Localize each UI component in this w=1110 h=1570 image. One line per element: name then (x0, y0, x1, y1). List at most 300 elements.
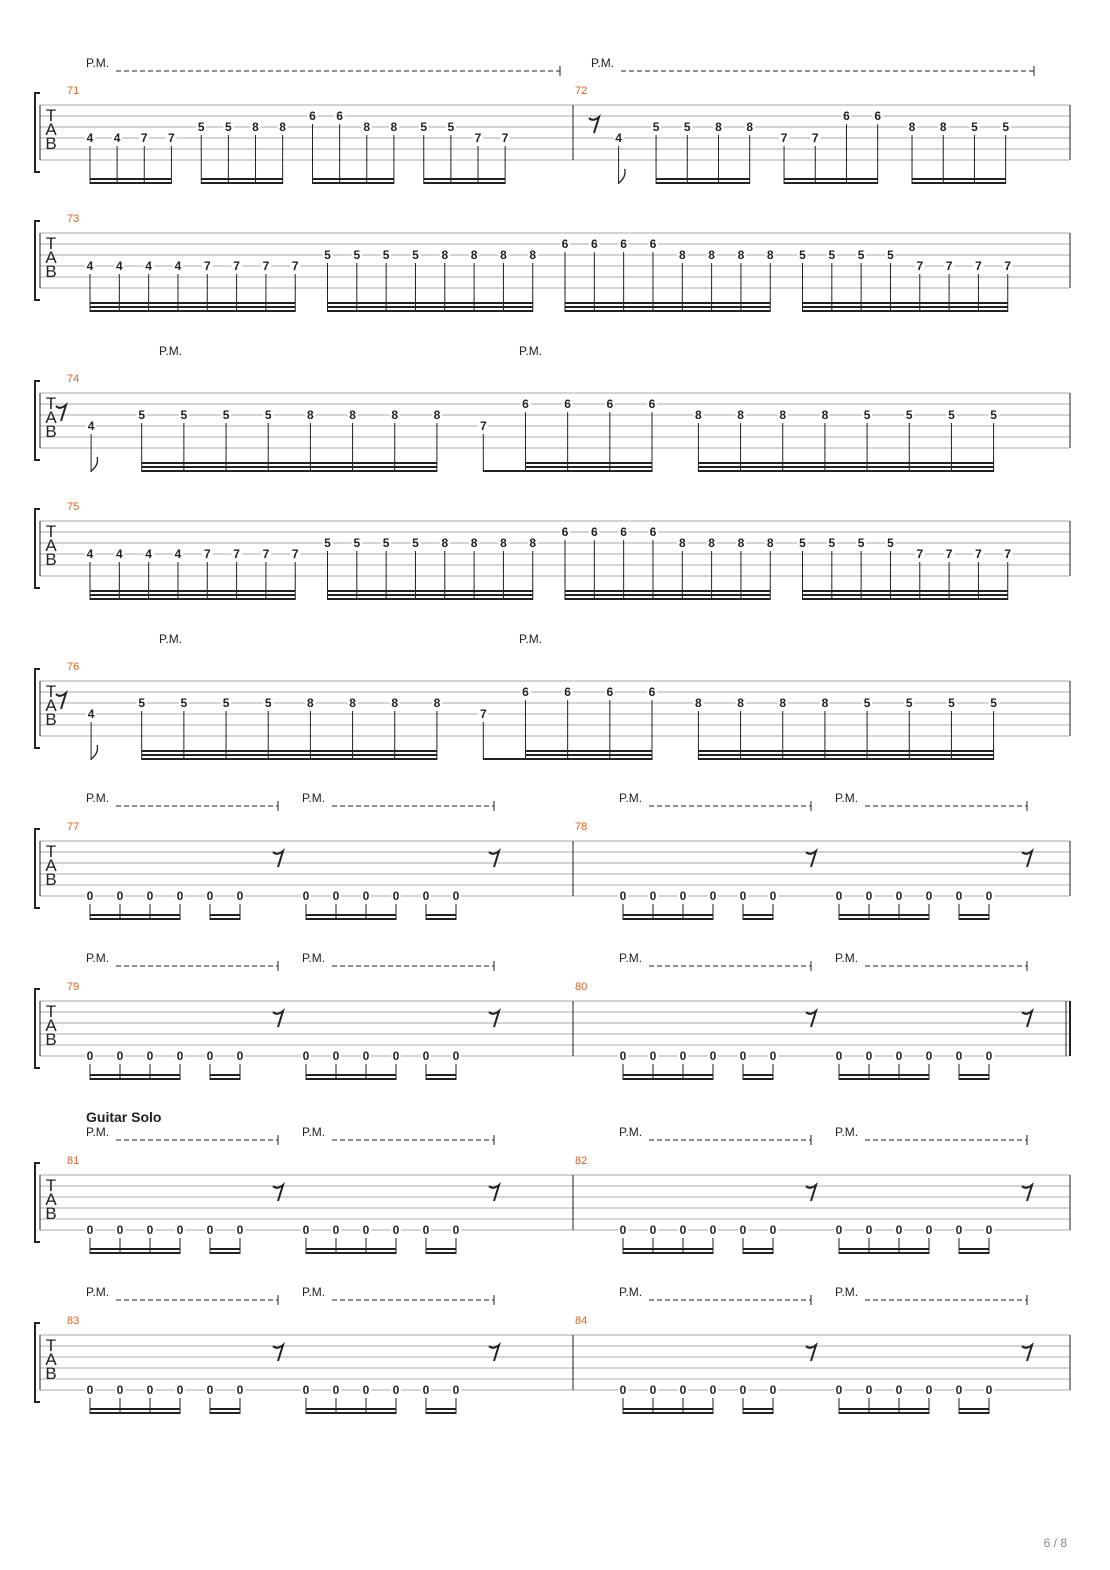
fret-number: 8 (470, 248, 478, 262)
eighth-rest (273, 851, 283, 867)
eighth-rest (273, 1345, 283, 1361)
beam (210, 1252, 240, 1254)
beam (90, 302, 295, 304)
fret-number: 8 (779, 696, 787, 710)
fret-number: 8 (500, 536, 507, 550)
fret-number: 7 (479, 419, 487, 433)
fret-number: 5 (799, 248, 806, 262)
fret-number: 8 (708, 248, 715, 262)
fret-number: 7 (975, 547, 982, 561)
fret-number: 0 (679, 1049, 687, 1063)
fret-number: 0 (176, 889, 184, 903)
eighth-rest (589, 117, 599, 133)
beam (306, 1412, 396, 1414)
fret-number: 4 (86, 547, 94, 561)
beam (90, 914, 180, 916)
beam (328, 310, 533, 312)
beam (525, 750, 652, 752)
fret-number: 7 (501, 131, 509, 145)
fret-number: 0 (392, 1223, 400, 1237)
tab-clef-letter: T (45, 842, 57, 861)
beam (525, 758, 652, 760)
beam (959, 1074, 989, 1076)
beam (90, 590, 295, 592)
eighth-rest (1022, 1185, 1032, 1201)
fret-number: 5 (324, 536, 331, 550)
beam (142, 470, 437, 472)
beam (839, 1408, 929, 1410)
eighth-rest (56, 693, 66, 709)
fret-number: 8 (737, 536, 745, 550)
fret-number: 5 (1002, 120, 1010, 134)
fret-number: 5 (222, 696, 230, 710)
beam (839, 1074, 929, 1076)
beam (90, 182, 171, 184)
beam (328, 594, 533, 596)
palm-mute-label: P.M. (519, 344, 543, 358)
beam (90, 1412, 180, 1414)
fret-number: 0 (925, 1223, 933, 1237)
fret-number: 5 (905, 408, 913, 422)
system-bracket (35, 829, 40, 908)
beam (803, 302, 1008, 304)
fret-number: 5 (447, 120, 455, 134)
beam (698, 750, 993, 752)
fret-number: 7 (291, 547, 299, 561)
tab-clef-letter: T (45, 1336, 57, 1355)
palm-mute-label: P.M. (519, 632, 543, 646)
fret-number: 7 (291, 259, 299, 273)
beam (959, 1408, 989, 1410)
fret-number: 0 (236, 889, 244, 903)
fret-number: 0 (865, 1049, 873, 1063)
beam (623, 1248, 713, 1250)
beam (306, 1074, 396, 1076)
fret-number: 0 (739, 1223, 747, 1237)
fret-number: 0 (392, 889, 400, 903)
fret-number: 0 (392, 1383, 400, 1397)
palm-mute-label: P.M. (159, 632, 183, 646)
fret-number: 0 (362, 1223, 370, 1237)
fret-number: 0 (865, 1223, 873, 1237)
fret-number: 6 (649, 525, 657, 539)
fret-number: 0 (116, 1049, 124, 1063)
measure-number: 84 (575, 1315, 588, 1327)
beam (525, 466, 652, 468)
beam (142, 466, 437, 468)
beam (784, 182, 878, 184)
fret-number: 6 (843, 109, 850, 123)
measure-number: 73 (67, 213, 80, 225)
fret-number: 0 (739, 1383, 747, 1397)
beam (90, 1408, 180, 1410)
fret-number: 6 (522, 397, 529, 411)
fret-number: 5 (887, 248, 894, 262)
fret-number: 7 (780, 131, 788, 145)
palm-mute-label: P.M. (302, 1285, 326, 1299)
fret-number: 8 (908, 120, 916, 134)
beam (328, 302, 533, 304)
tab-clef-letter: B (45, 262, 57, 281)
tab-clef-letter: B (45, 1204, 57, 1223)
fret-number: 7 (811, 131, 819, 145)
palm-mute-label: P.M. (619, 951, 643, 965)
fret-number: 8 (766, 248, 774, 262)
fret-number: 0 (236, 1383, 244, 1397)
palm-mute-label: P.M. (835, 951, 859, 965)
fret-number: 5 (138, 408, 146, 422)
fret-number: 0 (146, 1049, 154, 1063)
fret-number: 8 (939, 120, 947, 134)
fret-number: 7 (479, 707, 487, 721)
fret-number: 0 (835, 1383, 843, 1397)
beam (426, 914, 456, 916)
beam (698, 462, 993, 464)
beam (959, 1252, 989, 1254)
fret-number: 0 (116, 1383, 124, 1397)
section-label: Guitar Solo (86, 1109, 162, 1125)
beam (743, 1252, 773, 1254)
fret-number: 6 (649, 237, 657, 251)
tab-clef-letter: A (45, 1350, 57, 1369)
eighth-rest (489, 1011, 499, 1027)
beam (426, 1248, 456, 1250)
palm-mute-label: P.M. (619, 791, 643, 805)
fret-number: 8 (470, 536, 478, 550)
beam (426, 1408, 456, 1410)
beam (142, 758, 437, 760)
beam (210, 1412, 240, 1414)
fret-number: 0 (925, 1049, 933, 1063)
palm-mute-label: P.M. (86, 791, 110, 805)
tab-clef-letter: B (45, 134, 57, 153)
fret-number: 0 (895, 1383, 903, 1397)
fret-number: 0 (302, 889, 310, 903)
beam (201, 182, 282, 184)
beam (623, 1412, 713, 1414)
fret-number: 0 (422, 889, 430, 903)
fret-number: 8 (766, 536, 774, 550)
fret-number: 8 (433, 408, 441, 422)
fret-number: 0 (769, 1383, 777, 1397)
tab-clef-letter: A (45, 856, 57, 875)
fret-number: 7 (1004, 547, 1012, 561)
measure-number: 71 (67, 85, 80, 97)
palm-mute-label: P.M. (835, 1125, 859, 1139)
palm-mute-label: P.M. (619, 1125, 643, 1139)
eighth-rest (806, 851, 816, 867)
fret-number: 4 (174, 547, 182, 561)
fret-number: 6 (336, 109, 343, 123)
tab-clef-letter: B (45, 422, 57, 441)
fret-number: 4 (145, 547, 152, 561)
fret-number: 0 (422, 1049, 430, 1063)
palm-mute-label: P.M. (591, 56, 615, 70)
beam (623, 1074, 713, 1076)
fret-number: 0 (116, 1223, 124, 1237)
beam (424, 182, 505, 184)
beam (525, 470, 652, 472)
beam (565, 594, 770, 596)
fret-number: 0 (835, 1223, 843, 1237)
fret-number: 0 (362, 1383, 370, 1397)
palm-mute-label: P.M. (835, 1285, 859, 1299)
measure-number: 80 (575, 981, 588, 993)
fret-number: 8 (821, 408, 829, 422)
beam (565, 598, 770, 600)
system-bracket (35, 93, 40, 172)
beam (698, 754, 993, 756)
palm-mute-label: P.M. (86, 951, 110, 965)
fret-number: 6 (561, 525, 569, 539)
fret-number: 8 (746, 120, 754, 134)
fret-number: 0 (236, 1049, 244, 1063)
eighth-rest (806, 1011, 816, 1027)
fret-number: 0 (86, 889, 94, 903)
measure-number: 79 (67, 981, 80, 993)
fret-number: 0 (985, 1223, 993, 1237)
beam (328, 598, 533, 600)
fret-number: 0 (649, 1223, 657, 1237)
fret-number: 0 (176, 1223, 184, 1237)
fret-number: 0 (452, 1383, 460, 1397)
fret-number: 0 (985, 1383, 993, 1397)
fret-number: 7 (262, 547, 270, 561)
fret-number: 0 (206, 1383, 214, 1397)
fret-number: 7 (945, 547, 953, 561)
fret-number: 8 (349, 696, 356, 710)
fret-number: 0 (392, 1049, 400, 1063)
fret-number: 0 (332, 1223, 340, 1237)
beam (912, 178, 1006, 180)
tab-clef-letter: T (45, 682, 57, 701)
fret-number: 8 (529, 248, 537, 262)
fret-number: 0 (955, 1223, 963, 1237)
fret-number: 5 (225, 120, 232, 134)
palm-mute-label: P.M. (86, 1125, 110, 1139)
fret-number: 5 (948, 408, 955, 422)
fret-number: 8 (779, 408, 787, 422)
beam (90, 918, 180, 920)
fret-number: 0 (709, 889, 717, 903)
beam (656, 182, 750, 184)
beam (142, 750, 437, 752)
fret-number: 5 (264, 696, 272, 710)
beam (426, 1074, 456, 1076)
fret-number: 0 (86, 1383, 94, 1397)
beam (210, 1248, 240, 1250)
fret-number: 0 (422, 1383, 430, 1397)
eighth-rest (273, 1011, 283, 1027)
fret-number: 8 (678, 536, 686, 550)
beam (839, 1248, 929, 1250)
fret-number: 4 (115, 547, 123, 561)
fret-number: 6 (522, 685, 529, 699)
fret-number: 0 (709, 1049, 717, 1063)
system-bracket (35, 381, 40, 460)
fret-number: 0 (302, 1049, 310, 1063)
fret-number: 0 (86, 1049, 94, 1063)
tab-clef-letter: T (45, 1002, 57, 1021)
tab-clef-letter: B (45, 550, 57, 569)
beam (743, 1248, 773, 1250)
fret-number: 0 (362, 889, 370, 903)
tab-clef-letter: T (45, 522, 57, 541)
palm-mute-label: P.M. (86, 1285, 110, 1299)
beam (784, 178, 878, 180)
tab-clef-letter: A (45, 536, 57, 555)
beam (959, 914, 989, 916)
beam (306, 914, 396, 916)
fret-number: 6 (874, 109, 882, 123)
fret-number: 5 (857, 536, 865, 550)
beam (959, 1078, 989, 1080)
fret-number: 0 (422, 1223, 430, 1237)
tab-clef-letter: B (45, 710, 57, 729)
page-number: 6 / 8 (1043, 1536, 1067, 1550)
fret-number: 6 (590, 525, 598, 539)
fret-number: 7 (916, 259, 924, 273)
beam (426, 1412, 456, 1414)
fret-number: 5 (324, 248, 331, 262)
fret-number: 4 (86, 131, 94, 145)
note-flag (91, 457, 97, 472)
fret-number: 4 (615, 131, 622, 145)
eighth-rest (1022, 1011, 1032, 1027)
fret-number: 0 (835, 889, 843, 903)
fret-number: 7 (203, 259, 211, 273)
tab-clef-letter: B (45, 870, 57, 889)
beam (803, 594, 1008, 596)
fret-number: 8 (349, 408, 356, 422)
fret-number: 4 (174, 259, 182, 273)
beam (565, 310, 770, 312)
fret-number: 0 (985, 1049, 993, 1063)
fret-number: 0 (895, 1223, 903, 1237)
fret-number: 8 (252, 120, 259, 134)
fret-number: 0 (302, 1223, 310, 1237)
fret-number: 0 (619, 1383, 627, 1397)
beam (959, 1412, 989, 1414)
fret-number: 4 (86, 259, 94, 273)
beam (623, 918, 713, 920)
fret-number: 8 (821, 696, 829, 710)
palm-mute-label: P.M. (302, 951, 326, 965)
beam (210, 1408, 240, 1410)
system-bracket (35, 1163, 40, 1242)
eighth-rest (1022, 851, 1032, 867)
measure-number: 78 (575, 821, 588, 833)
eighth-rest (806, 1185, 816, 1201)
beam (623, 1078, 713, 1080)
fret-number: 5 (197, 120, 205, 134)
beam (306, 918, 396, 920)
fret-number: 5 (180, 408, 188, 422)
beam (623, 1408, 713, 1410)
fret-number: 8 (391, 696, 399, 710)
fret-number: 8 (307, 408, 314, 422)
fret-number: 0 (206, 1223, 214, 1237)
note-flag (619, 169, 625, 184)
fret-number: 0 (985, 889, 993, 903)
fret-number: 6 (564, 397, 571, 411)
fret-number: 0 (865, 889, 873, 903)
fret-number: 5 (828, 248, 836, 262)
fret-number: 7 (945, 259, 953, 273)
fret-number: 0 (679, 889, 687, 903)
fret-number: 7 (140, 131, 148, 145)
system-bracket (35, 669, 40, 748)
tab-clef-letter: B (45, 1364, 57, 1383)
tab-clef-letter: T (45, 106, 57, 125)
fret-number: 0 (452, 1223, 460, 1237)
palm-mute-label: P.M. (302, 1125, 326, 1139)
fret-number: 0 (176, 1049, 184, 1063)
fret-number: 5 (353, 248, 361, 262)
tab-clef-letter: A (45, 408, 57, 427)
beam (656, 178, 750, 180)
eighth-rest (273, 1185, 283, 1201)
fret-number: 0 (835, 1049, 843, 1063)
measure-number: 76 (67, 661, 80, 673)
fret-number: 6 (648, 685, 656, 699)
fret-number: 5 (990, 408, 997, 422)
fret-number: 8 (500, 248, 507, 262)
fret-number: 0 (955, 1383, 963, 1397)
beam (912, 182, 1006, 184)
beam (623, 1252, 713, 1254)
beam (90, 178, 171, 180)
fret-number: 0 (619, 1223, 627, 1237)
beam (525, 754, 652, 756)
fret-number: 6 (606, 397, 614, 411)
fret-number: 8 (708, 536, 715, 550)
fret-number: 5 (863, 696, 871, 710)
fret-number: 0 (649, 889, 657, 903)
fret-number: 0 (619, 1049, 627, 1063)
beam (565, 306, 770, 308)
fret-number: 0 (206, 889, 214, 903)
fret-number: 5 (382, 536, 390, 550)
fret-number: 5 (948, 696, 955, 710)
beam (839, 1412, 929, 1414)
beam (743, 1074, 773, 1076)
fret-number: 6 (620, 525, 627, 539)
fret-number: 7 (233, 547, 240, 561)
fret-number: 8 (307, 696, 314, 710)
tab-clef-letter: A (45, 696, 57, 715)
eighth-rest (489, 1345, 499, 1361)
beam (142, 754, 437, 756)
fret-number: 5 (887, 536, 894, 550)
beam (313, 182, 394, 184)
fret-number: 0 (739, 1049, 747, 1063)
beam (306, 1078, 396, 1080)
fret-number: 8 (695, 408, 702, 422)
beam (90, 1078, 180, 1080)
note-flag (91, 745, 97, 760)
fret-number: 4 (113, 131, 121, 145)
fret-number: 0 (332, 1383, 340, 1397)
fret-number: 8 (737, 696, 744, 710)
measure-number: 77 (67, 821, 80, 833)
fret-number: 0 (146, 1383, 154, 1397)
system-bracket (35, 221, 40, 300)
fret-number: 0 (116, 889, 124, 903)
measure-number: 81 (67, 1155, 80, 1167)
beam (803, 306, 1008, 308)
beam (90, 594, 295, 596)
